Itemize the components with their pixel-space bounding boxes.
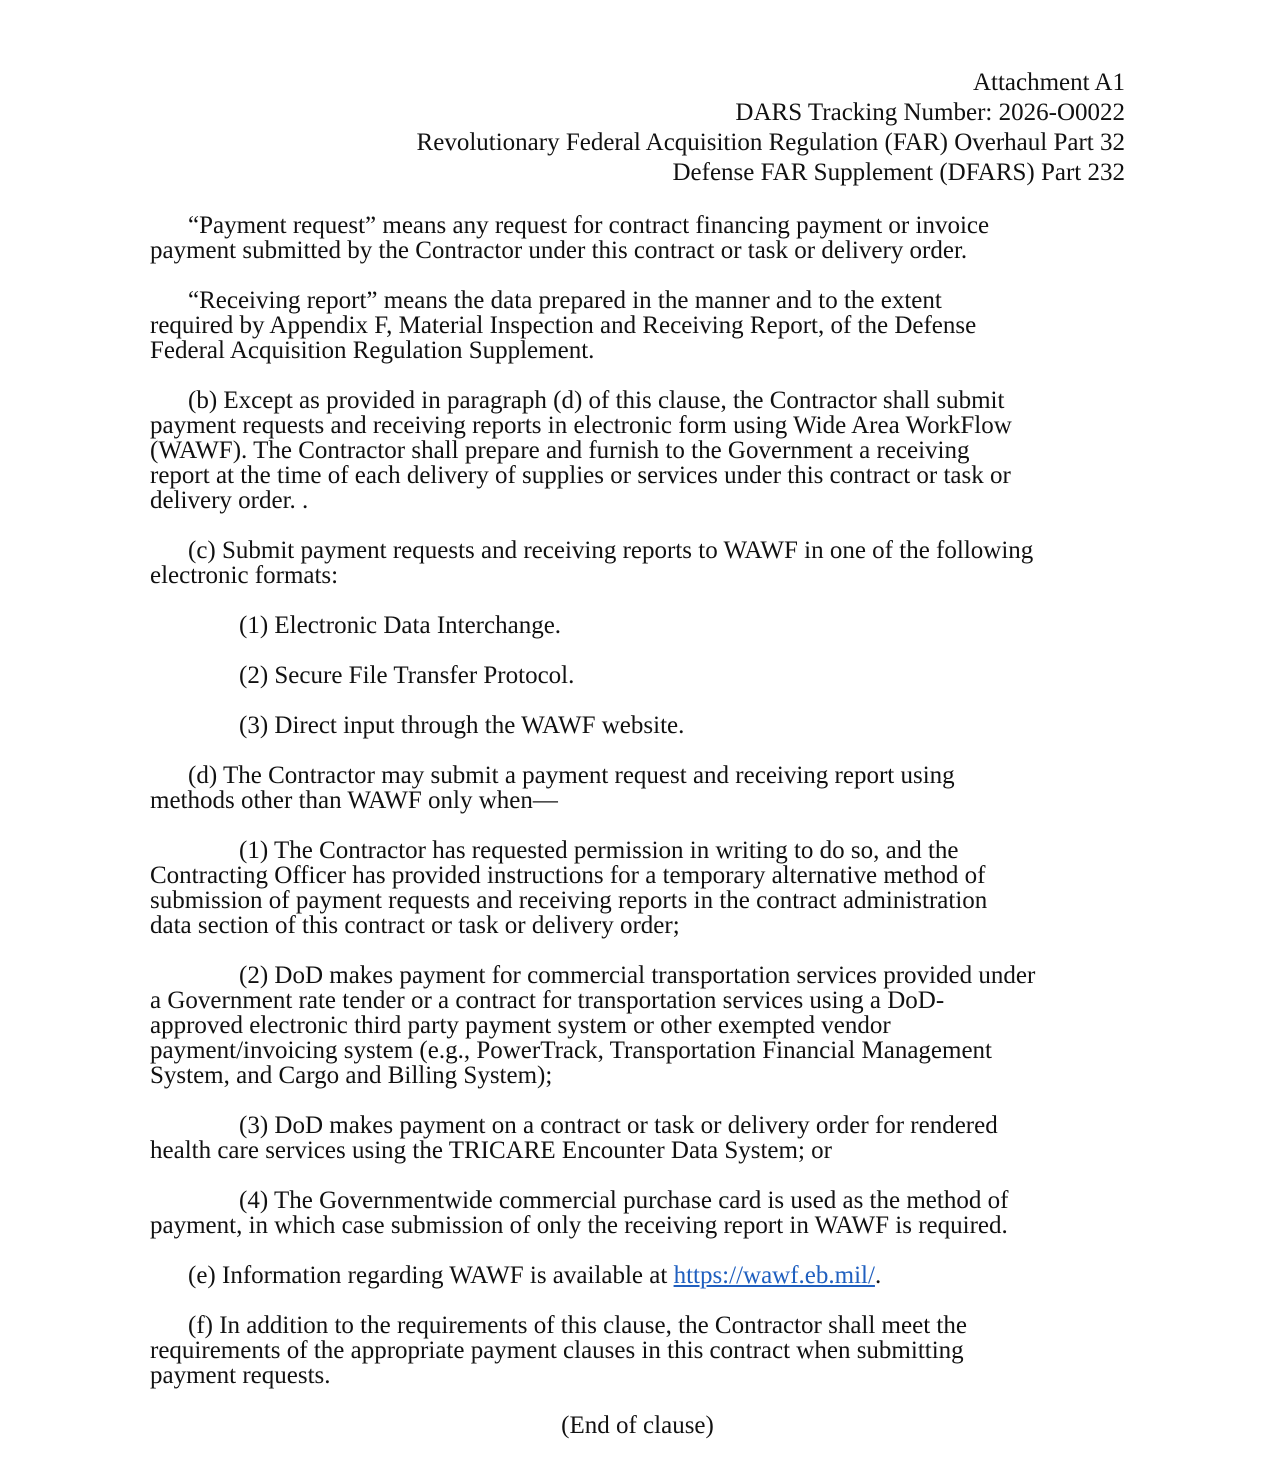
paragraph-b: (b) Except as provided in paragraph (d) of this clause, the Contractor shall submit payment requests and receiving reports in electronic form using Wide Area WorkFlow (WAWF). The Contractor shall prepare and furnish to the Government a receiving report at the time of each delivery of supplies or services under this contract or task or delivery order. .	[150, 387, 1012, 514]
paragraph-d2: (2) DoD makes payment for commercial transportation services provided under a Government rate tender or a contract for transportation services using a DoD- approved electronic third party payment system or other exempted vendor payment/invoicing system (e.g., PowerTrack, Transportation Financial Management System, and Cargo and Billing System);	[150, 962, 1036, 1089]
paragraph-c1: (1) Electronic Data Interchange.	[239, 612, 562, 639]
paragraph-e-text: (e) Information regarding WAWF is available at	[188, 1262, 674, 1289]
end-of-clause: (End of clause)	[561, 1412, 714, 1439]
paragraph-e	[150, 1263, 1125, 1288]
attachment-label: Attachment A1	[972, 69, 1125, 96]
paragraph-e-period: .	[874, 1262, 882, 1289]
paragraph-d4: (4) The Governmentwide commercial purchase card is used as the method of payment, in which case submission of only the receiving report in WAWF is required.	[150, 1187, 1009, 1239]
dfars-part-title: Defense FAR Supplement (DFARS) Part 232	[672, 159, 1125, 186]
definition-payment-request: “Payment request” means any request for contract financing payment or invoice payment submitted by the Contractor under this contract or task or delivery order.	[150, 212, 990, 264]
paragraph-d1: (1) The Contractor has requested permission in writing to do so, and the Contracting Officer has provided instructions for a temporary alternative method of submission of payment requests and receiving reports in the contract administration data section of this contract or task or delivery order;	[150, 837, 988, 939]
clause-body	[150, 213, 1125, 1438]
tracking-number: DARS Tracking Number: 2026-O0022	[735, 99, 1125, 126]
wawf-link[interactable]: https://wawf.eb.mil/	[673, 1262, 875, 1289]
paragraph-f: (f) In addition to the requirements of this clause, the Contractor shall meet the requirements of the appropriate payment clauses in this contract when submitting payment requests.	[150, 1312, 967, 1389]
paragraph-d: (d) The Contractor may submit a payment request and receiving report using methods other than WAWF only when—	[150, 762, 955, 814]
paragraph-d3: (3) DoD makes payment on a contract or task or delivery order for rendered health care services using the TRICARE Encounter Data System; or	[150, 1112, 998, 1164]
definition-receiving-report: “Receiving report” means the data prepared in the manner and to the extent required by Appendix F, Material Inspection and Receiving Report, of the Defense Federal Acquisition Regulation Supplement.	[150, 287, 977, 364]
paragraph-c: (c) Submit payment requests and receiving reports to WAWF in one of the following electronic formats:	[150, 537, 1034, 589]
document-header	[417, 68, 1125, 188]
paragraph-c2: (2) Secure File Transfer Protocol.	[239, 662, 575, 689]
far-part-title: Revolutionary Federal Acquisition Regulation (FAR) Overhaul Part 32	[416, 129, 1125, 156]
paragraph-c3: (3) Direct input through the WAWF website.	[239, 712, 685, 739]
